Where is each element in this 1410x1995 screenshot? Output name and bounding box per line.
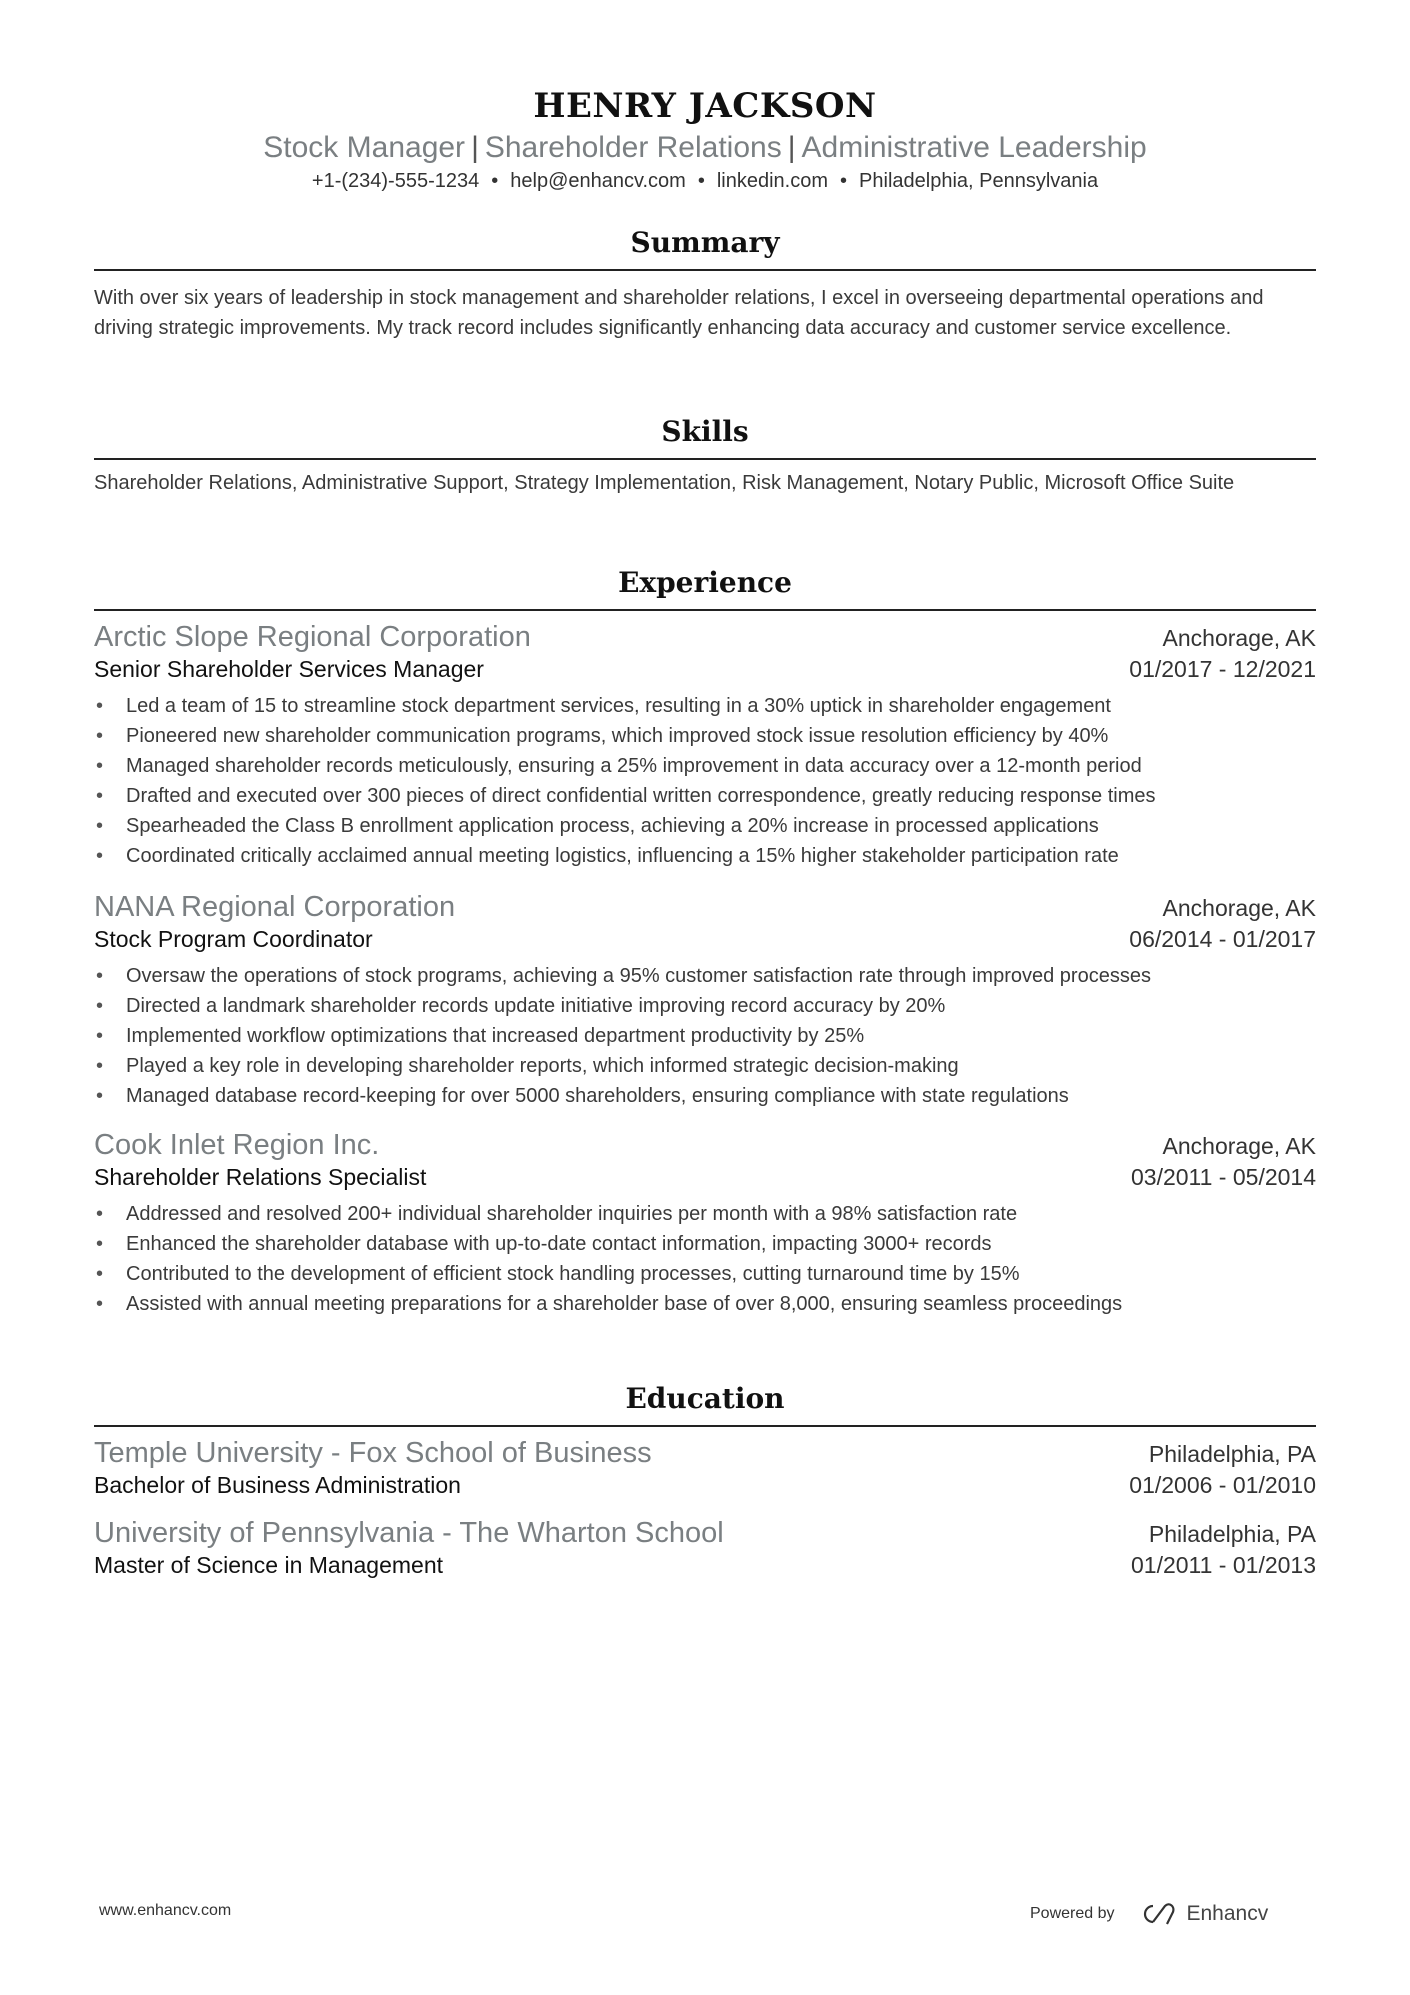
school-location: Philadelphia, PA [1148,1441,1316,1467]
achievement-item: • Assisted with annual meeting preparations for a shareholder base of over 8,000, ensuring seamless proceedings [94,1289,1316,1319]
powered-by-label: Powered by [1030,1905,1115,1922]
achievement-item: • Directed a landmark shareholder records update initiative improving record accuracy by 20% [94,991,1316,1021]
job-dates: 01/2017 - 12/2021 [1129,656,1316,682]
achievement-item: • Pioneered new shareholder communication programs, which improved stock issue resolution efficiency by 40% [94,721,1316,751]
education-dates: 01/2011 - 01/2013 [1130,1552,1316,1578]
achievement-item: • Managed database record-keeping for over 5000 shareholders, ensuring compliance with state regulations [94,1081,1316,1111]
summary-text: With over six years of leadership in stock management and shareholder relations, I excel in overseeing departmental operations and driving strategic improvements. My track record includes significantly enhancing data accuracy and customer service excellence. [94,287,1264,339]
job-title: Shareholder Relations Specialist [94,1164,427,1190]
candidate-name: HENRY JACKSON [533,86,877,126]
experience-section [94,566,1316,1319]
job-dates: 06/2014 - 01/2017 [1129,926,1316,952]
summary-section [94,226,1316,343]
job-dates: 03/2011 - 05/2014 [1130,1164,1316,1190]
achievement-item: • Led a team of 15 to streamline stock department services, resulting in a 30% uptick in shareholder engagement [94,691,1316,721]
skills-text: Shareholder Relations, Administrative Support, Strategy Implementation, Risk Management, Notary Public, Microsoft Office Suite [94,472,1235,494]
divider [94,1425,1316,1427]
email-link[interactable]: help@enhancv.com [510,170,686,192]
school-name: Temple University - Fox School of Business [94,1437,652,1469]
divider [94,609,1316,611]
education-entry [94,1517,1316,1579]
contact-info: +1-(234)-555-1234 • help@enhancv.com • linkedin.com • Philadelphia, Pennsylvania [311,170,1099,192]
headline: Stock Manager | Shareholder Relations | Administrative Leadership [263,131,1147,164]
section-heading: Education [625,1382,785,1415]
company-name: Arctic Slope Regional Corporation [94,621,531,653]
divider [94,458,1316,460]
phone: +1-(234)-555-1234 [311,170,480,192]
job-title: Senior Shareholder Services Manager [94,656,484,682]
job-location: Anchorage, AK [1162,625,1316,651]
headline-title: Administrative Leadership [801,131,1147,164]
section-heading: Skills [661,415,749,448]
skills-section [94,415,1316,497]
degree: Master of Science in Management [94,1552,444,1578]
section-heading: Experience [618,566,792,599]
education-section [94,1382,1316,1579]
company-name: Cook Inlet Region Inc. [94,1129,380,1161]
location: Philadelphia, Pennsylvania [859,170,1099,192]
school-location: Philadelphia, PA [1148,1521,1316,1547]
achievement-item: • Coordinated critically acclaimed annual meeting logistics, influencing a 15% higher stakeholder participation rate [94,841,1316,871]
footer-website[interactable]: www.enhancv.com [99,1902,232,1919]
job-location: Anchorage, AK [1162,895,1316,921]
achievement-list [94,961,1316,1111]
achievement-item: • Drafted and executed over 300 pieces of direct confidential written correspondence, greatly reducing response times [94,781,1316,811]
section-heading: Summary [630,226,780,259]
education-dates: 01/2006 - 01/2010 [1129,1472,1316,1498]
school-name: University of Pennsylvania - The Wharton School [94,1517,724,1549]
headline-title: Stock Manager [263,131,466,164]
degree: Bachelor of Business Administration [94,1472,461,1498]
achievement-list [94,1199,1316,1319]
headline-title: Shareholder Relations [484,131,782,164]
company-name: NANA Regional Corporation [94,891,456,923]
footer-branding [1030,1902,1268,1926]
job-entry [94,891,1316,1111]
job-title: Stock Program Coordinator [94,926,373,952]
divider [94,269,1316,271]
linkedin-link[interactable]: linkedin.com [716,170,829,192]
brand-name: Enhancv [1186,1902,1269,1925]
achievement-item: • Spearheaded the Class B enrollment application process, achieving a 20% increase in processed applications [94,811,1316,841]
achievement-item: • Oversaw the operations of stock programs, achieving a 95% customer satisfaction rate through improved processes [94,961,1316,991]
achievement-item: • Implemented workflow optimizations that increased department productivity by 25% [94,1021,1316,1051]
enhancv-logo-icon [1139,1902,1179,1926]
achievement-item: • Enhanced the shareholder database with up-to-date contact information, impacting 3000+ records [94,1229,1316,1259]
achievement-list [94,691,1316,871]
achievement-item: • Contributed to the development of efficient stock handling processes, cutting turnaround time by 15% [94,1259,1316,1289]
job-entry [94,1129,1316,1319]
achievement-item: • Addressed and resolved 200+ individual shareholder inquiries per month with a 98% satisfaction rate [94,1199,1316,1229]
job-location: Anchorage, AK [1162,1133,1316,1159]
achievement-item: • Played a key role in developing shareholder reports, which informed strategic decision-making [94,1051,1316,1081]
education-entry [94,1437,1316,1499]
job-entry [94,621,1316,871]
achievement-item: • Managed shareholder records meticulously, ensuring a 25% improvement in data accuracy over a 12-month period [94,751,1316,781]
